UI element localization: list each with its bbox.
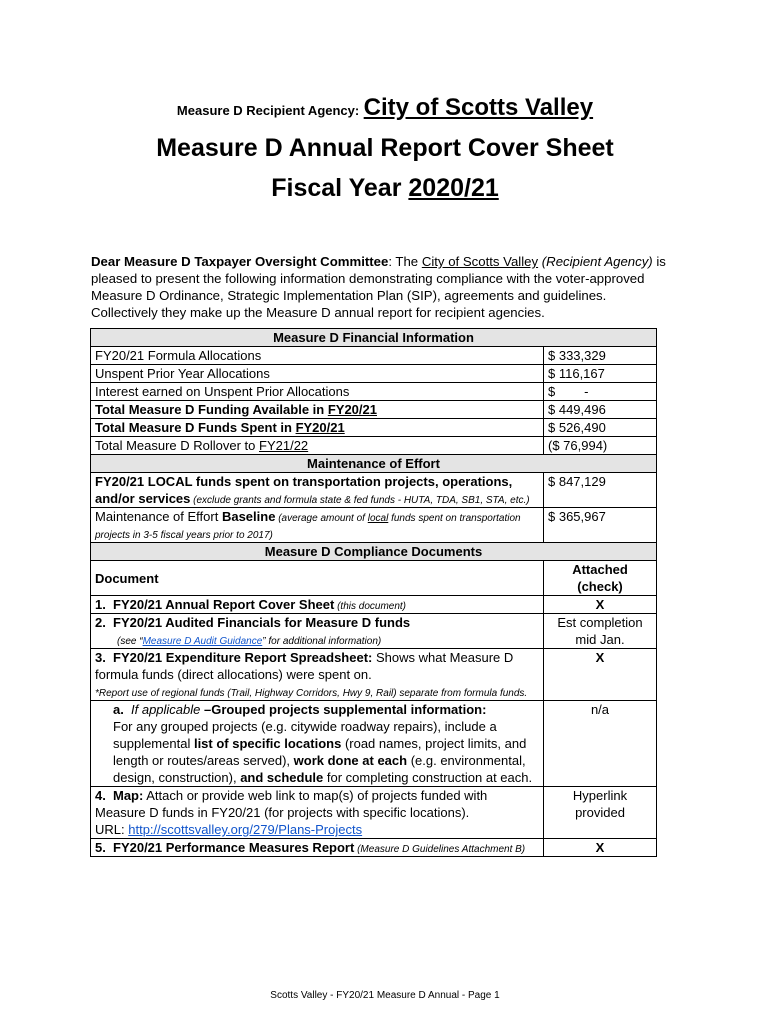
row-value: ($ 76,994) <box>544 437 657 455</box>
table-row <box>91 365 657 383</box>
intro-text: is pleased to present the following information demonstrating compliance with the voter-approved Measure D Ordinance, Strategic Implementation Plan (SIP), agreements and guidelines. Collectively they make up the Measure D annual report for recipient agencies. <box>91 254 666 320</box>
table-row <box>91 787 657 839</box>
item-check: Hyperlink provided <box>544 787 657 839</box>
item-title: FY20/21 Expenditure Report Spreadsheet: <box>113 650 373 665</box>
intro-text: : The <box>388 254 422 269</box>
salutation: Dear Measure D Taxpayer Oversight Committee <box>91 254 389 269</box>
item-number: 1. <box>95 597 106 612</box>
item-check: Est completion mid Jan. <box>544 614 657 649</box>
label-note: (exclude grants and formula state & fed funds - HUTA, TDA, SB1, STA, etc.) <box>190 495 530 506</box>
table-row <box>91 596 657 614</box>
label-year: FY20/21 <box>327 402 377 417</box>
agency-name: City of Scotts Valley <box>363 94 594 121</box>
item-3a <box>91 701 544 787</box>
row-label <box>91 419 544 437</box>
item-text: for completing construction at each. <box>323 770 533 785</box>
table-row <box>91 649 657 701</box>
table-row <box>91 347 657 365</box>
item-title: FY20/21 Performance Measures Report <box>113 840 355 855</box>
column-document: Document <box>91 561 544 596</box>
label-note: (average amount of <box>275 513 368 524</box>
item-conditional: If applicable <box>131 702 201 717</box>
intro-agency: City of Scotts Valley <box>421 254 539 269</box>
fiscal-year-line <box>0 174 770 203</box>
table-row <box>91 437 657 455</box>
item-note: (this document) <box>334 601 407 612</box>
compliance-header: Measure D Compliance Documents <box>91 543 657 561</box>
row-value: $ 365,967 <box>544 508 657 543</box>
item-title: FY20/21 Annual Report Cover Sheet <box>113 597 335 612</box>
item-number: 5. <box>95 840 106 855</box>
financial-header: Measure D Financial Information <box>91 329 657 347</box>
table-row <box>91 701 657 787</box>
row-label <box>91 473 544 508</box>
label-text: Maintenance of Effort <box>95 509 222 524</box>
row-value: $ 847,129 <box>544 473 657 508</box>
label-text: FY20/21 LOCAL funds spent on transportation projects, operations, and/or services <box>95 474 513 506</box>
row-label: FY20/21 Formula Allocations <box>91 347 544 365</box>
fiscal-year-label: Fiscal Year <box>271 174 409 202</box>
item-note: (see “ <box>117 636 143 647</box>
label-note: local <box>367 513 389 524</box>
table-row <box>91 473 657 508</box>
row-label <box>91 401 544 419</box>
item-text: Attach or provide web link to map(s) of projects funded with Measure D funds in FY20/21 (for projects with specific locations). <box>95 788 488 820</box>
row-label <box>91 437 544 455</box>
agency-label: Measure D Recipient Agency: <box>176 103 360 118</box>
intro-agency-role: (Recipient Agency) <box>541 254 653 269</box>
item-check: X <box>544 649 657 701</box>
row-label: Unspent Prior Year Allocations <box>91 365 544 383</box>
column-header-row <box>91 561 657 596</box>
label-bold: Baseline <box>221 509 276 524</box>
item-note: (Measure D Guidelines Attachment B) <box>354 844 526 855</box>
page-title: Measure D Annual Report Cover Sheet <box>156 134 614 162</box>
item-number: 3. <box>95 650 106 665</box>
table-row <box>91 401 657 419</box>
item-1 <box>91 596 544 614</box>
item-number: 4. <box>95 788 106 803</box>
row-label: Interest earned on Unspent Prior Allocations <box>91 383 544 401</box>
item-bold: and schedule <box>240 770 324 785</box>
item-text: Shows what Measure D formula funds (direct allocations) were spent on. <box>95 650 514 682</box>
item-number: 2. <box>95 615 106 630</box>
plans-projects-link[interactable]: http://scottsvalley.org/279/Plans-Projects <box>128 822 363 837</box>
intro-paragraph <box>91 253 671 321</box>
table-row <box>91 839 657 857</box>
item-text: For any grouped projects (e.g. citywide roadway repairs), include a supplemental <box>113 719 497 751</box>
audit-guidance-link[interactable]: Measure D Audit Guidance <box>142 636 263 647</box>
item-5 <box>91 839 544 857</box>
row-value: $ 116,167 <box>544 365 657 383</box>
row-label <box>91 508 544 543</box>
url-label: URL: <box>95 822 129 837</box>
item-title: –Grouped projects supplemental information: <box>200 702 487 717</box>
item-2 <box>91 614 544 649</box>
label-year: FY20/21 <box>295 420 345 435</box>
label-text: Total Measure D Funding Available in <box>95 402 328 417</box>
item-bold: list of specific locations <box>193 736 342 751</box>
item-4 <box>91 787 544 839</box>
label-year: FY21/22 <box>259 438 309 453</box>
moe-header: Maintenance of Effort <box>91 455 657 473</box>
agency-line <box>0 94 770 122</box>
column-attached: Attached (check) <box>544 561 657 596</box>
table-row <box>91 383 657 401</box>
item-number: a. <box>113 702 124 717</box>
row-value: $ 449,496 <box>544 401 657 419</box>
item-note: ” for additional information) <box>262 636 382 647</box>
label-text: Total Measure D Rollover to <box>95 438 260 453</box>
table-row <box>91 419 657 437</box>
item-check: X <box>544 839 657 857</box>
item-check: n/a <box>544 701 657 787</box>
item-title: FY20/21 Audited Financials for Measure D funds <box>113 615 411 630</box>
page-footer: Scotts Valley - FY20/21 Measure D Annual - Page 1 <box>270 990 500 1001</box>
row-value: $ - <box>544 383 657 401</box>
item-check: X <box>544 596 657 614</box>
item-text: (road names, project limits, and length or routes/areas served), <box>113 736 527 768</box>
label-note: funds spent on transportation projects in 3-5 fiscal years prior to 2017) <box>95 513 521 541</box>
item-title: Map: <box>113 788 144 803</box>
item-note: *Report use of regional funds (Trail, Highway Corridors, Hwy 9, Rail) separate from formula funds. <box>95 688 528 699</box>
fiscal-year-value: 2020/21 <box>408 174 499 202</box>
table-row <box>91 614 657 649</box>
item-bold: work done at each <box>293 753 408 768</box>
item-3 <box>91 649 544 701</box>
table-row <box>91 508 657 543</box>
row-value: $ 526,490 <box>544 419 657 437</box>
report-table <box>90 328 657 857</box>
label-text: Total Measure D Funds Spent in <box>95 420 296 435</box>
row-value: $ 333,329 <box>544 347 657 365</box>
item-text: (e.g. environmental, design, construction), <box>113 753 526 785</box>
